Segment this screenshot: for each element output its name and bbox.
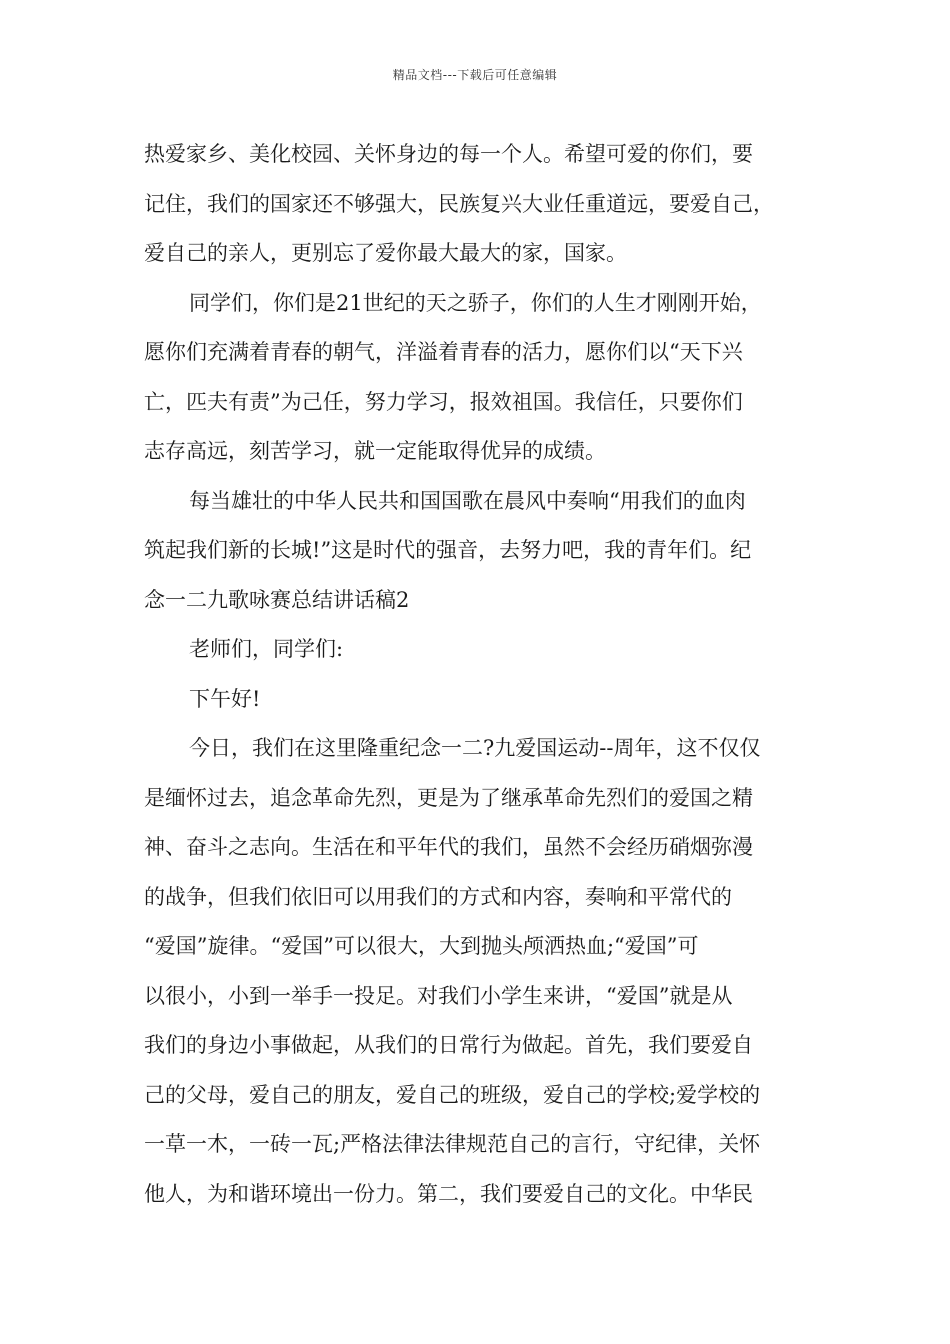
text-line: 我们的身边小事做起，从我们的日常行为做起。首先，我们要爱自 bbox=[144, 1033, 753, 1057]
text-line: 亡，匹夫有责”为己任，努力学习，报效祖国。我信任，只要你们 bbox=[144, 389, 743, 414]
text-line: 愿你们充满着青春的朝气，洋溢着青春的活力，愿你们以“天下兴 bbox=[144, 340, 743, 364]
text-line: 神、奋斗之志向。生活在和平年代的我们，虽然不会经历硝烟弥漫 bbox=[144, 835, 753, 859]
text-line: 一草一木，一砖一瓦;严格法律法律规范自己的言行，守纪律，关怀 bbox=[144, 1132, 761, 1156]
page-header: 精品文档---下载后可任意编辑 bbox=[392, 68, 558, 82]
text-line: 筑起我们新的长城!”这是时代的强音，去努力吧，我的青年们。纪 bbox=[144, 538, 752, 562]
text-line: “爱国”旋律。“爱国”可以很大，大到抛头颅洒热血;“爱国”可 bbox=[144, 934, 699, 958]
body-text bbox=[144, 130, 824, 1219]
text-line: 是缅怀过去，追念革命先烈，更是为了继承革命先烈们的爱国之精 bbox=[144, 785, 753, 810]
text-line: 己的父母，爱自己的朋友，爱自己的班级，爱自己的学校;爱学校的 bbox=[144, 1082, 761, 1107]
text-line: 以很小，小到一举手一投足。对我们小学生来讲，“爱国”就是从 bbox=[144, 983, 733, 1008]
text-line: 他人，为和谐环境出一份力。第二，我们要爱自己的文化。中华民 bbox=[144, 1181, 753, 1206]
text-line: 下午好! bbox=[189, 686, 261, 711]
text-line: 的战争，但我们依旧可以用我们的方式和内容，奏响和平常代的 bbox=[144, 884, 732, 909]
text-line: 热爱家乡、美化校园、关怀身边的每一个人。希望可爱的你们，要 bbox=[144, 142, 753, 166]
text-line: 爱自己的亲人，更别忘了爱你最大最大的家，国家。 bbox=[144, 241, 627, 265]
text-line: 念一二九歌咏赛总结讲话稿2 bbox=[144, 587, 410, 612]
text-line: 志存高远，刻苦学习，就一定能取得优异的成绩。 bbox=[144, 439, 606, 463]
text-line: 老师们，同学们: bbox=[189, 637, 344, 661]
text-line: 今日，我们在这里隆重纪念一二?九爱国运动--周年，这不仅仅 bbox=[189, 736, 761, 760]
text-line: 记住，我们的国家还不够强大，民族复兴大业任重道远，要爱自己， bbox=[144, 191, 774, 216]
text-line: 每当雄壮的中华人民共和国国歌在晨风中奏响“用我们的血肉 bbox=[189, 488, 746, 513]
text-line: 同学们，你们是21世纪的天之骄子，你们的人生才刚刚开始， bbox=[189, 290, 762, 315]
